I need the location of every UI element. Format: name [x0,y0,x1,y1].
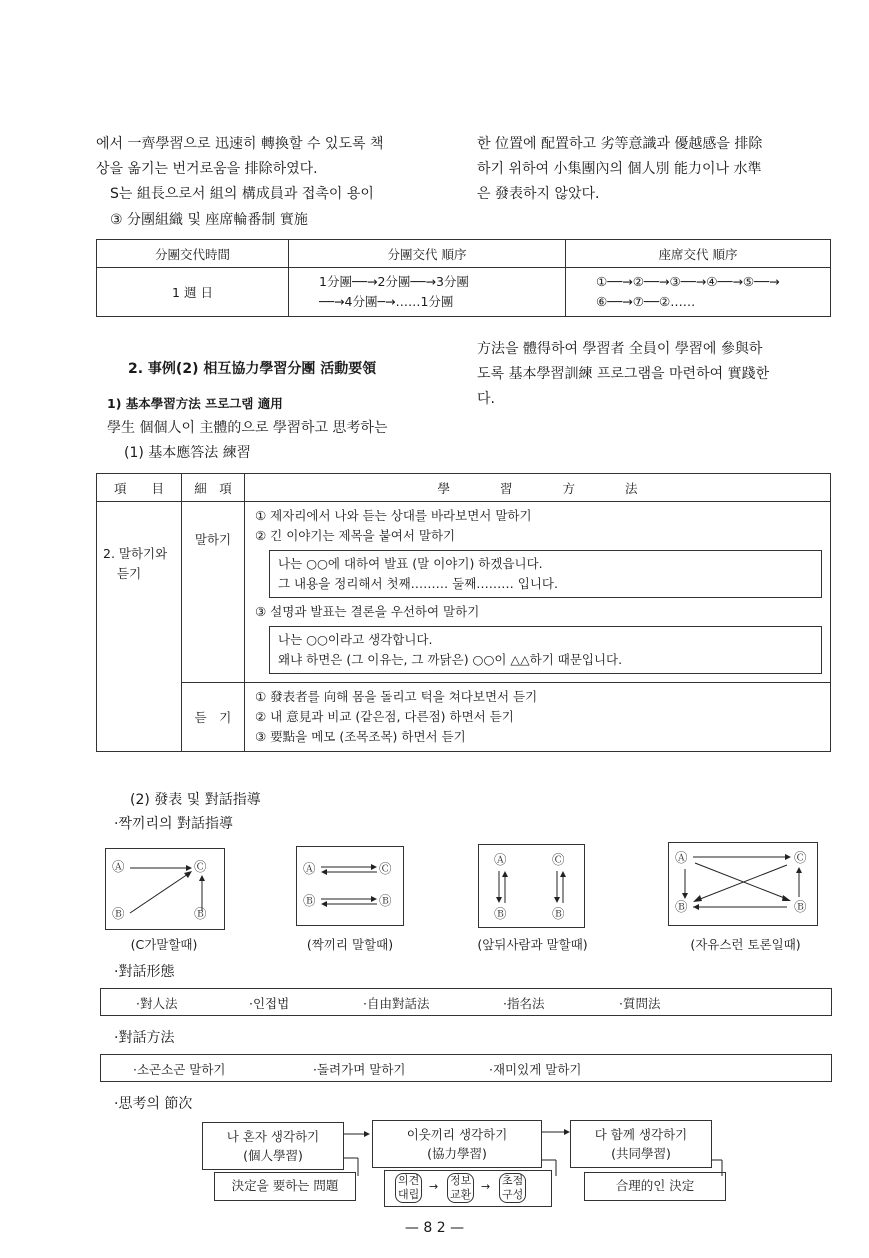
forms-title: ·對話形態 [114,964,175,980]
rotation-header-group: 分團交代 順序 [289,240,566,268]
thinking-title: ·思考의 節次 [114,1096,193,1112]
section2-right2: 도록 基本學習訓練 프로그램을 마련하여 實踐한 [477,366,770,382]
rotation-time: 1 週 日 [97,268,289,317]
flow-arrow-1: → [429,1180,439,1193]
flow-individual-line2: (個人學習) [243,1148,303,1163]
diagram2-node-a: Ⓐ [303,861,316,876]
diagram3-node-b1: Ⓑ [494,906,507,921]
rotation-header-seat: 座席交代 順序 [566,240,831,268]
method-item: ·재미있게 말하기 [489,1062,582,1077]
rotation-seat-order-line2: ⑥──→⑦──②…… [596,294,696,309]
diagram1-caption: (C가말할때) [130,937,198,952]
flow-individual-box [202,1122,344,1170]
flow-joint-box [570,1120,712,1168]
section2-body1: 學生 個個人이 主體的으로 學習하고 思考하는 [107,420,388,436]
rotation-group-order-line1: 1分團──→2分團──→3分團 [319,274,469,289]
flow-individual-line1: 나 혼자 생각하기 [226,1129,320,1144]
listen-item-b: ② 내 意見과 비교 (같은점, 다른점) 하면서 듣기 [255,709,514,724]
method-item: ·돌려가며 말하기 [313,1062,406,1077]
section2-sub2: (1) 基本應答法 練習 [124,445,251,461]
flow-opinion-line1: 의견 [398,1174,420,1187]
rotation-group-order-line2: ──→4分團─→……1分團 [319,294,454,309]
method-item: ·소곤소곤 말하기 [133,1062,226,1077]
flow-focus-line2: 구성 [502,1188,524,1201]
speaking-header-item: 項 目 [97,474,182,502]
diagram4-node-c: Ⓒ [794,850,807,865]
flow-joint-line1: 다 함께 생각하기 [594,1127,688,1142]
diagram3-node-a: Ⓐ [494,852,507,867]
flow-opinion-line2: 대립 [398,1188,420,1201]
diagram3-caption: (앞뒤사람과 말할때) [477,937,588,952]
diagram2-node-c: Ⓒ [379,861,392,876]
form-item: ·對人法 [136,996,178,1011]
diagram1-node-b2: Ⓑ [194,906,207,921]
speaking-item-line2: 듣기 [117,566,142,581]
rotation-header-time: 分團交代時間 [97,240,289,268]
diagram4-node-a: Ⓐ [675,850,688,865]
left-col-line1: 에서 一齊學習으로 迅速히 轉換할 수 있도록 책 [96,136,384,152]
part2-title: (2) 發表 및 對話指導 [130,792,261,808]
flow-cooperative-line2: (協力學習) [427,1146,487,1161]
flow-opinion-node [395,1173,422,1203]
diagram3-node-c: Ⓒ [552,852,565,867]
flow-cooperative-line1: 이웃끼리 생각하기 [406,1127,508,1142]
diagram2-caption: (짝끼리 말할때) [306,937,394,952]
form-item: ·質問法 [619,996,661,1011]
flow-focus-line1: 초점 [502,1174,524,1187]
flow-info-node [447,1173,474,1203]
speak-box1-line1: 나는 ○○에 대하여 발표 (말 이야기) 하겠읍니다. [278,556,543,571]
right-col-line1: 한 位置에 配置하고 劣等意識과 優越感을 排除 [477,136,763,152]
speak-item-a: ① 제자리에서 나와 듣는 상대를 바라보면서 말하기 [255,508,532,523]
section2-sub1: 1) 基本學習方法 프로그램 適用 [107,396,283,411]
speak-item-c: ③ 설명과 발표는 결론을 우선하여 말하기 [255,604,480,619]
diagram2-node-b1: Ⓑ [303,893,316,908]
diagram4-caption: (자유스런 토론일때) [690,937,801,952]
methods-title: ·對話方法 [114,1030,175,1046]
diagram4-node-b2: Ⓑ [794,899,807,914]
left-col-line3: S는 組長으로서 組의 構成員과 접촉이 용이 [110,186,374,202]
listening-sub-label: 듣 기 [194,710,232,725]
speaking-header-sub: 細 項 [182,474,245,502]
section2-title: 2. 事例(2) 相互協力學習分團 活動要領 [128,361,377,377]
listen-item-c: ③ 要點을 메모 (조목조목) 하면서 듣기 [255,729,466,744]
speaking-sub-label: 말하기 [194,532,232,547]
diagram4-node-b1: Ⓑ [675,899,688,914]
flow-cooperative-box [372,1120,542,1168]
diagram2-node-b2: Ⓑ [379,893,392,908]
flow-joint-line2: (共同學習) [611,1146,671,1161]
right-col-line3: 은 發表하지 않았다. [477,186,600,202]
left-col-line2: 상을 옮기는 번거로움을 排除하였다. [96,161,318,177]
form-item: ·自由對話法 [363,996,430,1011]
diagram3-node-b2: Ⓑ [552,906,565,921]
diagram1-node-c: Ⓒ [194,859,207,874]
flow-focus-node [499,1173,526,1203]
speak-box1-line2: 그 내용을 정리해서 첫째……… 둘째……… 입니다. [278,576,558,591]
diagram1-node-b1: Ⓑ [112,906,125,921]
section2-right1: 方法을 體得하여 學習者 全員이 學習에 參與하 [477,341,763,357]
flow-individual-sub: 決定을 要하는 問題 [214,1172,356,1201]
page-number: — 8 2 — [404,1220,465,1236]
speak-item-b: ② 긴 이야기는 제목을 붙여서 말하기 [255,528,456,543]
speaking-header-method: 學 習 方 法 [245,474,831,502]
section2-right3: 다. [477,391,495,407]
pair-dialogue-title: ·짝끼리의 對話指導 [114,816,233,832]
form-item: ·인접법 [249,996,290,1011]
speaking-item-line1: 2. 말하기와 [103,546,168,561]
right-col-line2: 하기 위하여 小集團內의 個人別 能力이나 水準 [477,161,762,177]
flow-arrow-2: → [481,1180,491,1193]
flow-cooperative-sub [384,1170,552,1207]
flow-info-line1: 정보 [450,1174,472,1187]
flow-info-line2: 교환 [450,1188,472,1201]
diagram1-node-a: Ⓐ [112,859,125,874]
listen-item-a: ① 發表者를 向해 몸을 돌리고 턱을 쳐다보면서 듣기 [255,689,538,704]
form-item: ·指名法 [503,996,545,1011]
flow-joint-sub: 合理的인 決定 [584,1172,726,1201]
rotation-seat-order-line1: ①──→②──→③──→④──→⑤──→ [596,274,780,289]
speak-box2-line1: 나는 ○○이라고 생각합니다. [278,632,433,647]
left-col-line4: ③ 分團組織 및 座席輪番制 實施 [110,212,308,228]
speak-box2-line2: 왜냐 하면은 (그 이유는, 그 까닭은) ○○이 △△하기 때문입니다. [278,652,623,667]
